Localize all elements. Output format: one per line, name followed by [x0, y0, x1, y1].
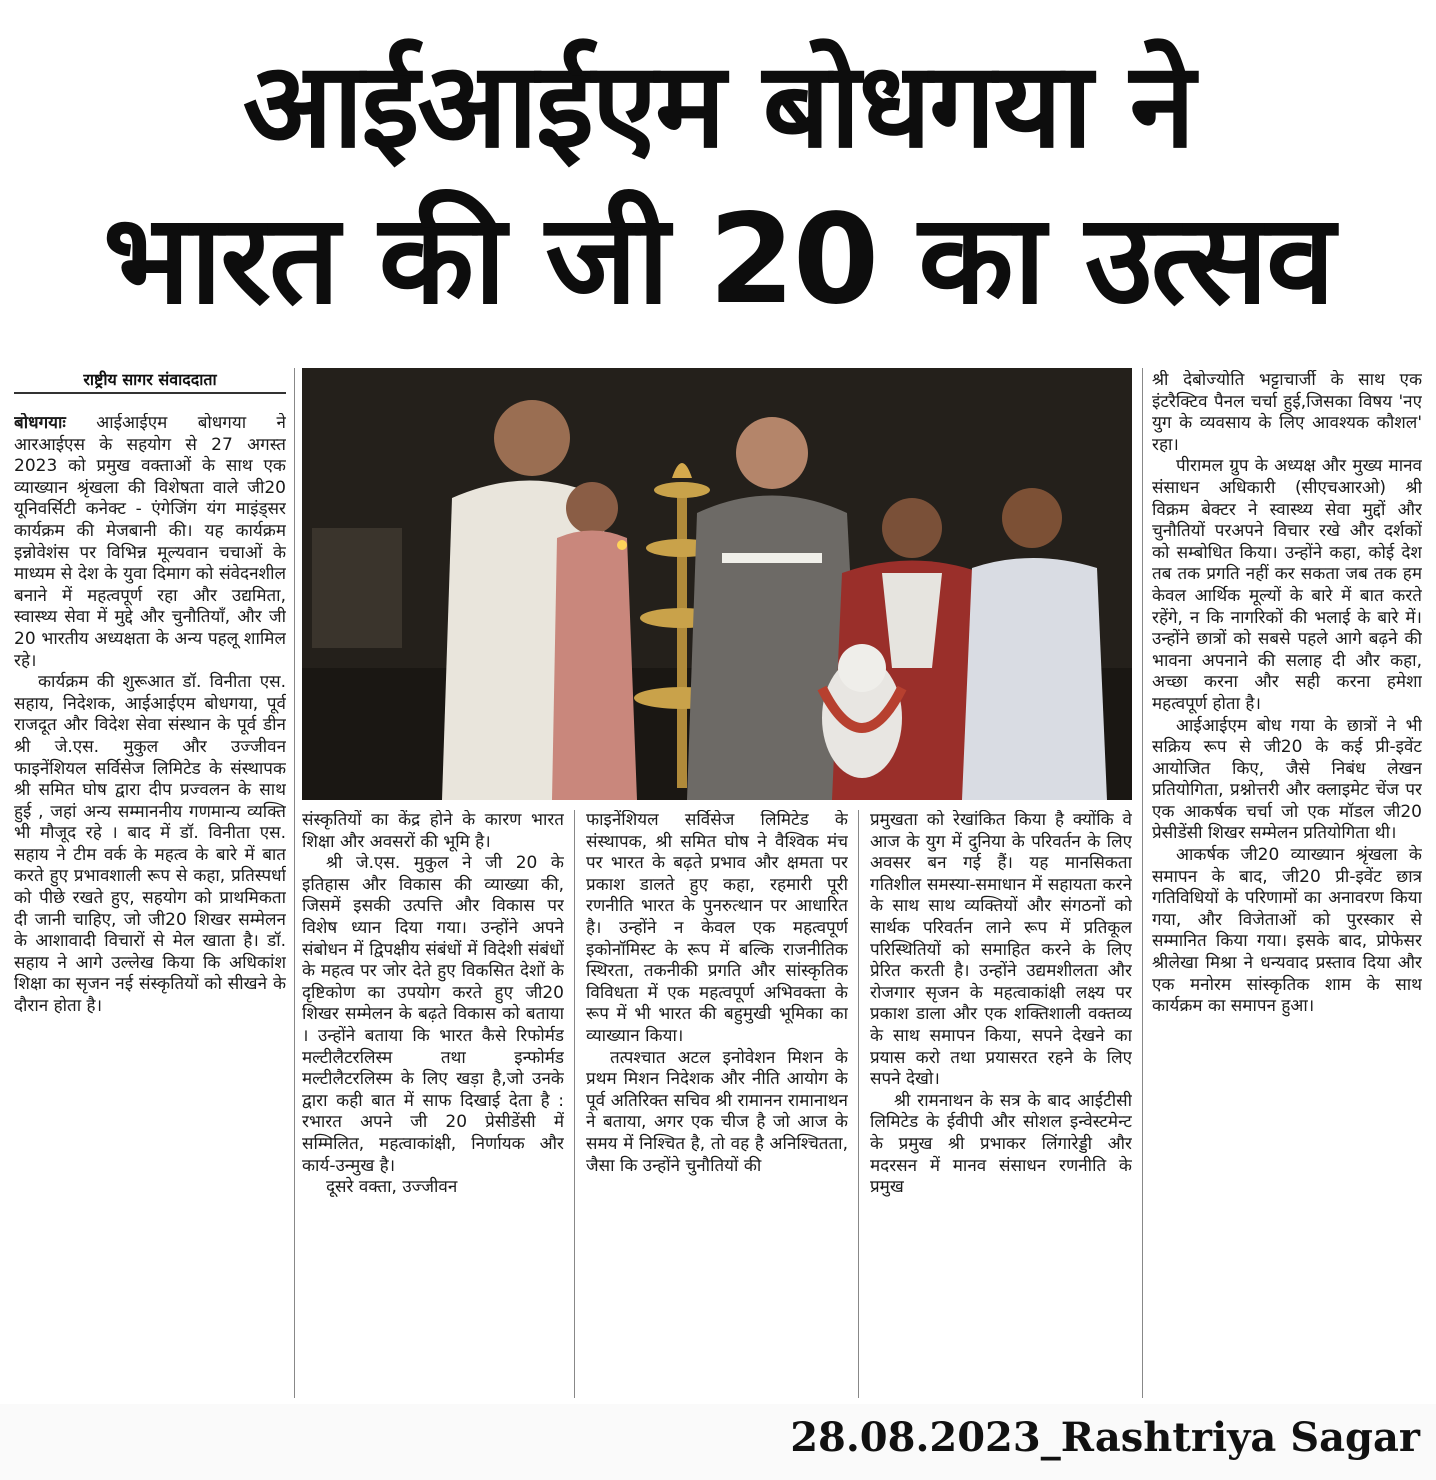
column-3	[586, 810, 848, 1398]
col5-paragraph-4: आकर्षक जी20 व्याख्यान श्रृंखला के समापन के बाद, जी20 प्री-इवेंट छात्र गतिविधियों के परिणामों का अनावरण किया गया, और विजेताओं को पुरस्कार से सम्मानित किया गया। इसके बाद, प्रोफेसर श्रीलेखा मिश्रा ने धन्यवाद प्रस्ताव दिया और एक मनोरम सांस्कृतिक शाम के साथ कार्यक्रम का समापन हुआ।	[1152, 845, 1422, 1017]
byline: राष्ट्रीय सागर संवाददाता	[14, 368, 286, 394]
lamp-lighting-photo-illustration	[302, 368, 1132, 800]
event-photo	[302, 368, 1132, 800]
headline-line-1: आईआईएम बोधगया ने	[242, 36, 1194, 174]
col2-paragraph-1: संस्कृतियों का केंद्र होने के कारण भारत शिक्षा और अवसरों की भूमि है।	[302, 810, 564, 852]
col5-paragraph-1: श्री देबोज्योति भट्टाचार्जी के साथ एक इंटरैक्टिव पैनल चर्चा हुई,जिसका विषय 'नए युग के व्यवसाय के लिए आवश्यक कौशल' रहा।	[1152, 370, 1422, 455]
col4-paragraph-2: श्री रामनाथन के सत्र के बाद आईटीसी लिमिटेड के ईवीपी और सोशल इन्वेस्टमेन्ट के प्रमुख श्री प्रभाकर लिंगारेड्डी और मदरसन में मानव संसाधन रणनीति के प्रमुख	[870, 1090, 1132, 1198]
col2-paragraph-2: श्री जे.एस. मुकुल ने जी 20 के इतिहास और विकास की व्याख्या की, जिसमें इसकी उत्पत्ति और विकास पर विशेष ध्यान दिया गया। उन्होंने अपने संबोधन में द्विपक्षीय संबंधों में विदेशी संबंधों के महत्व पर जोर देते हुए विकसित देशों के दृष्टिकोण का उपयोग करते हुए जी20 शिखर सम्मेलन के बढ़ते विकास को बताया । उन्होंने बताया कि भारत कैसे रिफोर्मड मल्टीलैटरलिस्म तथा इन्फोर्मड मल्टीलैटरलिस्म के लिए खड़ा है,जो उनके द्वारा कही बात में साफ दिखाई देता है : रभारत अपने जी 20 प्रेसीडेंसी में सम्मिलित, महत्वाकांक्षी, निर्णायक और कार्य-उन्मुख है।	[302, 853, 564, 1176]
col5-paragraph-2: पीरामल ग्रुप के अध्यक्ष और मुख्य मानव संसाधन अधिकारी (सीएचआरओ) श्री विक्रम बेक्टर ने स्वास्थ्य सेवा मुद्दों और चुनौतियों परअपने विचार रखे और दर्शकों को सम्बोधित किया। उन्होंने कहा, कोई देश तब तक प्रगति नहीं कर सकता जब तक हम केवल आर्थिक मूल्यों के बारे में बात करते रहेंगे, न कि नागरिकों की भलाई के बारे में। उन्होंने छात्रों को सबसे पहले आगे बढ़ने की भावना अपनाने की सलाह दी और कहा, अच्छा करना और सही करना हमेशा महत्वपूर्ण होता है।	[1152, 456, 1422, 714]
headline-line-2: भारत की जी 20 का उत्सव	[102, 188, 1334, 332]
col2-paragraph-3: दूसरे वक्ता, उज्जीवन	[326, 1177, 458, 1198]
column-2	[302, 810, 564, 1398]
column-5	[1152, 370, 1422, 1398]
column-divider	[294, 368, 295, 1398]
col4-paragraph-1: प्रमुखता को रेखांकित किया है क्योंकि वे आज के युग में दुनिया के परिवर्तन के लिए अवसर बन गई हैं। यह मानसिकता गतिशील समस्या-समाधान में सहायता करने के साथ साथ व्यक्तियों और संगठनों को सार्थक परिवर्तन लाने रूप में प्रतिकूल परिस्थितियों को समाहित करने के लिए प्रेरित करती है। उन्होंने उद्यमशीलता और रोजगार सृजन के महत्वाकांक्षी लक्ष्य पर प्रकाश डाला और एक शक्तिशाली वक्तव्य के साथ समापन किया, सपने देखने का प्रयास करो तथा प्रयासरत रहने के लिए सपने देखो।	[870, 810, 1132, 1090]
col3-paragraph-1: फाइनेंशियल सर्विसेज लिमिटेड के संस्थापक, श्री समित घोष ने वैश्विक मंच पर भारत के बढ़ते प्रभाव और क्षमता पर प्रकाश डालते हुए कहा, रहमारी पूरी रणनीति भारत के पुनरुत्थान पर आधारित है। उन्होंने न केवल एक महत्वपूर्ण इकोनॉमिस्ट के रूप में बल्कि राजनीतिक स्थिरता, तकनीकी प्रगति और सांस्कृतिक विविधता में एक महत्वपूर्ण अभिवक्ता के रूप में भी भारत की बहुमुखी भूमिका का व्याख्यान किया।	[586, 810, 848, 1046]
source-date-footer: 28.08.2023_Rashtriya Sagar	[790, 1414, 1420, 1461]
column-divider	[1142, 368, 1143, 1398]
col1-paragraph-1	[14, 413, 286, 672]
col1-paragraph-1-text: आईआईएम बोधगया ने आरआईएस के सहयोग से 27 अगस्त 2023 को प्रमुख वक्ताओं के साथ एक व्याख्यान श्रृंखला की विशेषता वाले जी20 यूनिवर्सिटी कनेक्ट - एंगेजिंग यंग माइंड्सर कार्यक्रम की मेजबानी की। यह कार्यक्रम इन्नोवेशंस पर विभिन्न मूल्यवान चचाओं के माध्यम से देश के युवा दिमाग को संवेदनशील बनाने में महत्वपूर्ण रहा और उद्यमिता, स्वास्थ्य सेवा में मुद्दे और चुनौतियाँ, और जी 20 भारतीय अध्यक्षता के अन्य पहलू शामिल रहे।	[14, 413, 286, 671]
col3-paragraph-2: तत्पश्चात अटल इनोवेशन मिशन के प्रथम मिशन निदेशक और नीति आयोग के पूर्व अतिरिक्त सचिव श्री रामानन रामानाथन ने बताया, अगर एक चीज है जो आज के समय में निश्चित है, तो वह है अनिश्चितता, जैसा कि उन्होंने चुनौतियों की	[586, 1047, 848, 1176]
col1-paragraph-2: कार्यक्रम की शुरूआत डॉ. विनीता एस. सहाय, निदेशक, आईआईएम बोधगया, पूर्व राजदूत और विदेश सेवा संस्थान के पूर्व डीन श्री जे.एस. मुकुल और उज्जीवन फाइनेंशियल सर्विसेज लिमिटेड के संस्थापक श्री समित घोष द्वारा दीप प्रज्वलन के साथ हुई , जहां अन्य सम्माननीय गणमान्य व्यक्ति भी मौजूद रहे । बाद में डॉ. विनीता एस. सहाय ने टीम वर्क के महत्व के बारे में बात करते हुए प्रभावशाली रूप से कहा, प्रतिस्पर्धा को पीछे रखते हुए, सहयोग को प्राथमिकता दी जानी चाहिए, जो जी20 शिखर सम्मेलन के आशावादी विचारों से मेल खाता है। डॉ. सहाय ने आगे उल्लेख किया कि अधिकांश शिक्षा का सृजन नई संस्कृतियों को सीखने के दौरान होता है।	[14, 672, 286, 1017]
column-4	[870, 810, 1132, 1398]
column-1	[14, 413, 286, 1398]
column-divider	[574, 810, 575, 1398]
dateline: बोधगयाः	[14, 413, 66, 433]
col5-paragraph-3: आईआईएम बोध गया के छात्रों ने भी सक्रिय रूप से जी20 के कई प्री-इवेंट आयोजित किए, जैसे निबंध लेखन प्रतियोगिता, प्रश्नोत्तरी और क्लाइमेट चेंज पर एक आकर्षक चर्चा जो एक मॉडल जी20 प्रेसीडेंसी शिखर सम्मेलन प्रतियोगिता थी।	[1152, 715, 1422, 844]
column-divider	[858, 810, 859, 1398]
